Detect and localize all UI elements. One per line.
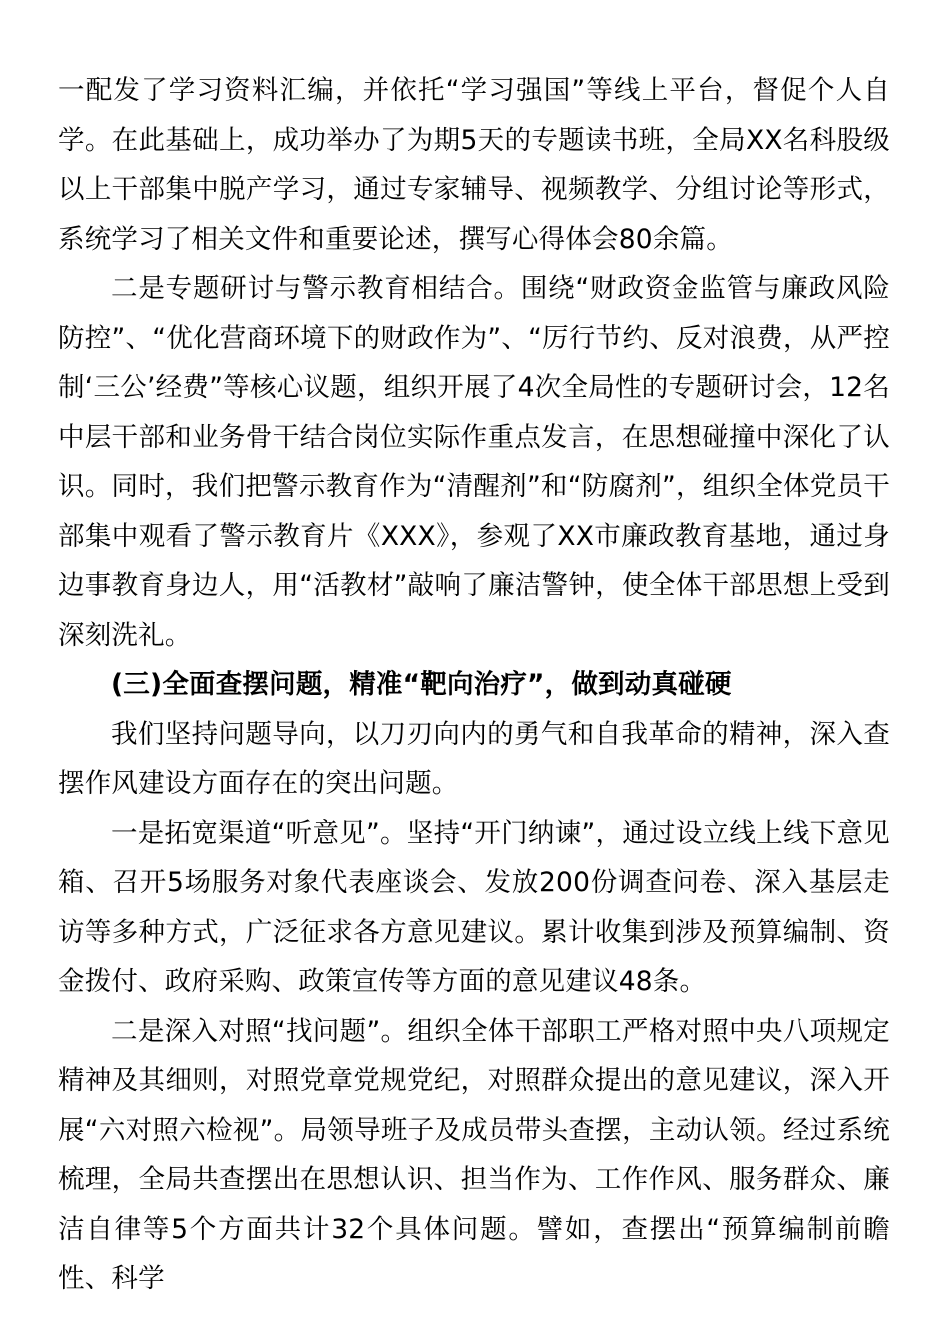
section-heading-3: (三)全面查摆问题，精准“靶向治疗”，做到动真碰硬 [111, 669, 732, 700]
paragraph-study-materials: 一配发了学习资料汇编，并依托“学习强国”等线上平台，督促个人自学。在此基础上，成功举办了为期5天的专题读书班，全局XX名科股级以上干部集中脱产学习，通过专家辅导、视频教学、分组讨论等形式，系统学习了相关文件和重要论述，撰写心得体会80余篇。 [58, 75, 890, 255]
paragraph-find-problems: 二是深入对照“找问题”。组织全体干部职工严格对照中央八项规定精神及其细则，对照党章党规党纪，对照群众提出的意见建议，深入开展“六对照六检视”。局领导班子及成员带头查摆，主动认领。经过系统梳理，全局共查摆出在思想认识、担当作为、工作作风、服务群众、廉洁自律等5个方面共计32个具体问题。譬如，查摆出“预算编制前瞻性、科学 [58, 1015, 890, 1294]
document-page [58, 66, 890, 1304]
paragraph-seminar-warning-education: 二是专题研讨与警示教育相结合。围绕“财政资金监管与廉政风险防控”、“优化营商环境下的财政作为”、“厉行节约、反对浪费，从严控制‘三公’经费”等核心议题，组织开展了4次全局性的专题研讨会，12名中层干部和业务骨干结合岗位实际作重点发言，在思想碰撞中深化了认识。同时，我们把警示教育作为“清醒剂”和“防腐剂”，组织全体党员干部集中观看了警示教育片《XXX》，参观了XX市廉政教育基地，通过身边事教育身边人，用“活教材”敲响了廉洁警钟，使全体干部思想上受到深刻洗礼。 [58, 273, 890, 651]
paragraph-problem-orientation: 我们坚持问题导向，以刀刃向内的勇气和自我革命的精神，深入查摆作风建设方面存在的突出问题。 [58, 718, 890, 799]
paragraph-listen-opinions: 一是拓宽渠道“听意见”。坚持“开门纳谏”，通过设立线上线下意见箱、召开5场服务对象代表座谈会、发放200份调查问卷、深入基层走访等多种方式，广泛征求各方意见建议。累计收集到涉及预算编制、资金拨付、政府采购、政策宣传等方面的意见建议48条。 [58, 817, 890, 997]
